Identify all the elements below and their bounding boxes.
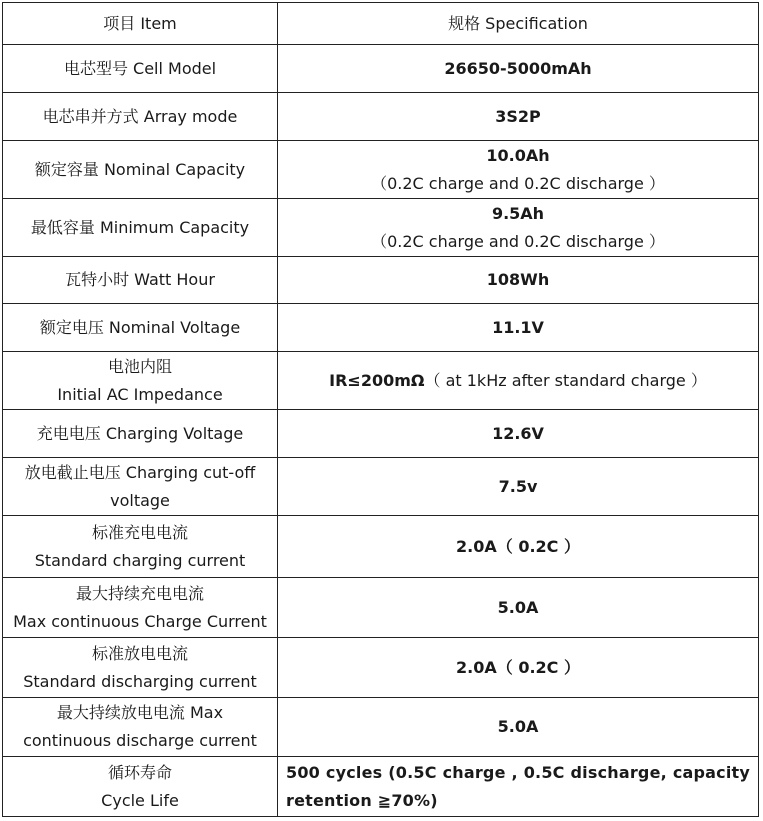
row-spec: 5.0A	[278, 578, 759, 638]
table-header-row	[3, 3, 759, 45]
row-item: 瓦特小时 Watt Hour	[3, 257, 278, 304]
spec-note: （0.2C charge and 0.2C discharge ）	[371, 173, 665, 193]
row-item	[3, 458, 278, 516]
row-spec: 2.0A（ 0.2C ）	[278, 516, 759, 578]
row-item: 电芯型号 Cell Model	[3, 45, 278, 93]
table-row	[3, 199, 759, 257]
header-item: 项目 Item	[3, 3, 278, 45]
row-item	[3, 352, 278, 410]
item-en: Standard discharging current	[23, 671, 257, 691]
spec-value: 10.0Ah	[486, 145, 550, 165]
table-row	[3, 638, 759, 698]
item-en: continuous discharge current	[23, 731, 257, 750]
table-row	[3, 257, 759, 304]
row-item	[3, 757, 278, 817]
row-spec: 3S2P	[278, 93, 759, 141]
row-item: 电芯串并方式 Array mode	[3, 93, 278, 141]
row-spec: 12.6V	[278, 410, 759, 458]
table-row	[3, 304, 759, 352]
table-row	[3, 352, 759, 410]
spec-value: 9.5Ah	[491, 203, 545, 223]
row-spec: 108Wh	[278, 257, 759, 304]
table-row	[3, 698, 759, 757]
table-row	[3, 757, 759, 817]
row-spec: 26650-5000mAh	[278, 45, 759, 93]
item-cn: 最大持续放电电流 Max	[56, 703, 224, 722]
row-spec	[278, 352, 759, 410]
item-cn: 放电截止电压 Charging cut-off	[24, 462, 256, 482]
header-spec: 规格 Specification	[278, 3, 759, 45]
row-item	[3, 578, 278, 638]
row-item: 额定电压 Nominal Voltage	[3, 304, 278, 352]
item-cn: 标准充电电流	[91, 522, 188, 542]
row-spec: 2.0A（ 0.2C ）	[278, 638, 759, 698]
row-spec: 11.1V	[278, 304, 759, 352]
row-item	[3, 698, 278, 757]
row-spec	[278, 199, 759, 257]
row-spec: 500 cycles (0.5C charge , 0.5C discharge, capacity retention ≧70%)	[278, 757, 759, 817]
item-en: Cycle Life	[101, 790, 179, 810]
row-item	[3, 516, 278, 578]
row-item: 最低容量 Minimum Capacity	[3, 199, 278, 257]
item-cn: 循环寿命	[107, 762, 172, 782]
spec-note: （0.2C charge and 0.2C discharge ）	[371, 231, 665, 251]
table-row	[3, 458, 759, 516]
item-en: voltage	[110, 490, 170, 510]
row-item	[3, 638, 278, 698]
item-en: Max continuous Charge Current	[13, 611, 267, 631]
specification-table	[2, 2, 759, 817]
item-en: Standard charging current	[34, 550, 246, 570]
table-row	[3, 93, 759, 141]
spec-value: IR≤200mΩ	[329, 370, 425, 390]
item-en: Initial AC Impedance	[57, 384, 223, 404]
item-cn: 标准放电电流	[91, 643, 188, 663]
row-item: 额定容量 Nominal Capacity	[3, 141, 278, 199]
table-row	[3, 141, 759, 199]
item-cn: 电池内阻	[107, 356, 172, 376]
table-row	[3, 578, 759, 638]
row-item: 充电电压 Charging Voltage	[3, 410, 278, 458]
spec-note: （ at 1kHz after standard charge ）	[424, 370, 707, 390]
table-row	[3, 516, 759, 578]
table-row	[3, 45, 759, 93]
table-row	[3, 410, 759, 458]
row-spec	[278, 141, 759, 199]
item-cn: 最大持续充电电流	[75, 583, 204, 603]
row-spec: 7.5v	[278, 458, 759, 516]
row-spec: 5.0A	[278, 698, 759, 757]
